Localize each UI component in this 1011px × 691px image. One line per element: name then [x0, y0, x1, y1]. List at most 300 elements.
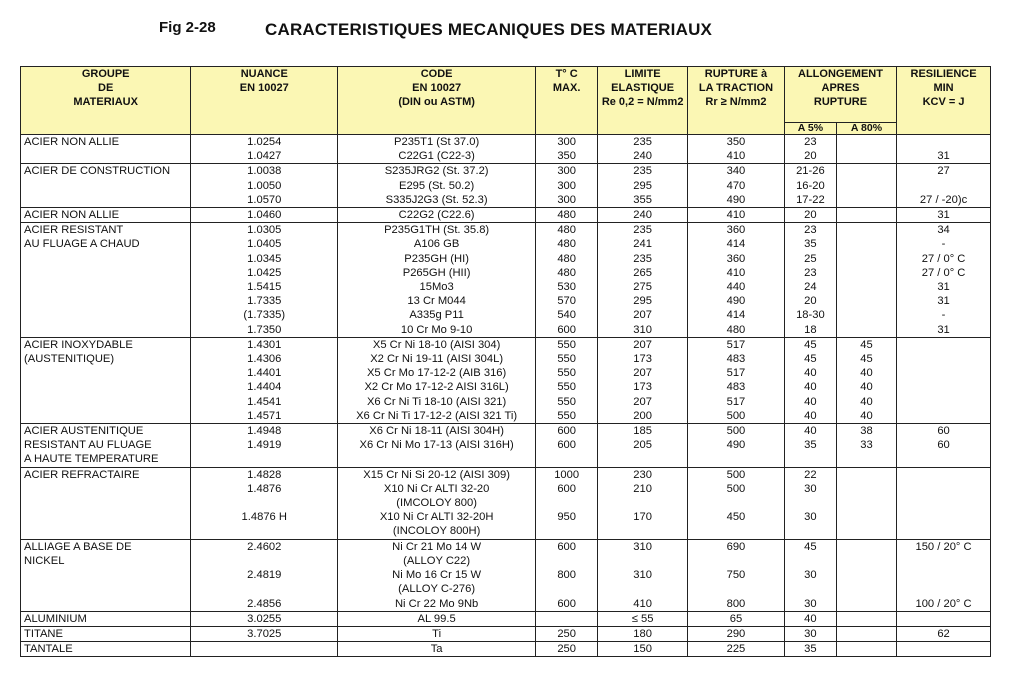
- cell-limite: 240: [598, 149, 688, 164]
- table-row: [21, 438, 991, 452]
- cell-groupe: [21, 395, 191, 409]
- materials-table: [20, 66, 991, 657]
- cell-rupture: 750: [688, 568, 785, 582]
- cell-temp: 570: [536, 294, 598, 308]
- cell-a5: 40: [784, 611, 836, 626]
- cell-a80: [836, 252, 896, 266]
- cell-a5: 18: [784, 323, 836, 338]
- cell-a80: [836, 280, 896, 294]
- cell-a5: 20: [784, 149, 836, 164]
- cell-rupture: 500: [688, 409, 785, 424]
- table-row: [21, 524, 991, 539]
- cell-resilience: [897, 179, 991, 193]
- cell-code: A335g P11: [338, 308, 536, 322]
- cell-a5: 40: [784, 380, 836, 394]
- cell-a80: [836, 323, 896, 338]
- cell-resilience: [897, 380, 991, 394]
- cell-a80: [836, 626, 896, 641]
- cell-rupture: 500: [688, 467, 785, 482]
- cell-nuance: 1.0570: [191, 193, 338, 208]
- cell-code: AL 99.5: [338, 611, 536, 626]
- cell-groupe: TANTALE: [21, 642, 191, 657]
- cell-a5: 30: [784, 568, 836, 582]
- cell-a5: [784, 582, 836, 596]
- cell-rupture: [688, 496, 785, 510]
- cell-temp: 600: [536, 482, 598, 496]
- cell-resilience: [897, 352, 991, 366]
- cell-resilience: 27 / 0° C: [897, 266, 991, 280]
- cell-limite: 207: [598, 366, 688, 380]
- cell-a5: 21-26: [784, 164, 836, 179]
- cell-resilience: [897, 395, 991, 409]
- cell-code: X10 Ni Cr ALTI 32-20: [338, 482, 536, 496]
- cell-rupture: 490: [688, 294, 785, 308]
- cell-resilience: [897, 467, 991, 482]
- cell-nuance: [191, 496, 338, 510]
- cell-a80: [836, 179, 896, 193]
- cell-a5: 20: [784, 294, 836, 308]
- table-row: [21, 308, 991, 322]
- cell-temp: 300: [536, 135, 598, 150]
- table-row: [21, 409, 991, 424]
- cell-resilience: [897, 366, 991, 380]
- cell-nuance: 2.4819: [191, 568, 338, 582]
- cell-temp: [536, 611, 598, 626]
- cell-a5: 45: [784, 539, 836, 554]
- cell-rupture: 414: [688, 237, 785, 251]
- cell-temp: [536, 496, 598, 510]
- cell-code: 10 Cr Mo 9-10: [338, 323, 536, 338]
- cell-temp: [536, 582, 598, 596]
- cell-nuance: 3.7025: [191, 626, 338, 641]
- cell-limite: 235: [598, 164, 688, 179]
- cell-limite: 265: [598, 266, 688, 280]
- table-row: [21, 626, 991, 641]
- cell-temp: 1000: [536, 467, 598, 482]
- cell-a80: [836, 597, 896, 612]
- header-groupe: GROUPE DE MATERIAUX: [21, 67, 191, 135]
- cell-temp: 550: [536, 395, 598, 409]
- cell-rupture: 450: [688, 510, 785, 524]
- cell-nuance: 1.0427: [191, 149, 338, 164]
- table-row: [21, 193, 991, 208]
- cell-a5: [784, 496, 836, 510]
- cell-resilience: 150 / 20° C: [897, 539, 991, 554]
- cell-rupture: 483: [688, 380, 785, 394]
- cell-a5: [784, 524, 836, 539]
- cell-a5: 24: [784, 280, 836, 294]
- cell-nuance: 1.7335: [191, 294, 338, 308]
- cell-a80: [836, 452, 896, 467]
- cell-rupture: 517: [688, 366, 785, 380]
- table-row: [21, 223, 991, 238]
- cell-a80: 40: [836, 395, 896, 409]
- cell-rupture: 410: [688, 266, 785, 280]
- cell-a5: 16-20: [784, 179, 836, 193]
- cell-nuance: 1.4919: [191, 438, 338, 452]
- cell-rupture: [688, 554, 785, 568]
- cell-groupe: RESISTANT AU FLUAGE: [21, 438, 191, 452]
- cell-a80: [836, 266, 896, 280]
- cell-groupe: ACIER NON ALLIE: [21, 208, 191, 223]
- cell-code: X2 Cr Ni 19-11 (AISI 304L): [338, 352, 536, 366]
- cell-nuance: 3.0255: [191, 611, 338, 626]
- cell-rupture: 800: [688, 597, 785, 612]
- cell-code: S235JRG2 (St. 37.2): [338, 164, 536, 179]
- cell-resilience: [897, 611, 991, 626]
- cell-rupture: 290: [688, 626, 785, 641]
- cell-limite: [598, 554, 688, 568]
- cell-groupe: [21, 179, 191, 193]
- cell-rupture: 440: [688, 280, 785, 294]
- cell-resilience: [897, 554, 991, 568]
- cell-a5: 23: [784, 266, 836, 280]
- cell-a5: 40: [784, 395, 836, 409]
- cell-nuance: 2.4856: [191, 597, 338, 612]
- cell-code: X15 Cr Ni Si 20-12 (AISI 309): [338, 467, 536, 482]
- cell-code: (ALLOY C-276): [338, 582, 536, 596]
- cell-limite: 235: [598, 223, 688, 238]
- cell-a80: [836, 208, 896, 223]
- cell-a80: 38: [836, 424, 896, 439]
- cell-a5: 23: [784, 223, 836, 238]
- cell-rupture: 517: [688, 337, 785, 352]
- cell-rupture: 360: [688, 252, 785, 266]
- table-row: [21, 266, 991, 280]
- cell-resilience: [897, 582, 991, 596]
- cell-code: Ni Cr 22 Mo 9Nb: [338, 597, 536, 612]
- cell-resilience: -: [897, 308, 991, 322]
- cell-a5: [784, 554, 836, 568]
- cell-nuance: 1.4571: [191, 409, 338, 424]
- cell-a80: [836, 237, 896, 251]
- cell-code: X6 Cr Ni 18-11 (AISI 304H): [338, 424, 536, 439]
- cell-temp: 480: [536, 252, 598, 266]
- cell-limite: 235: [598, 252, 688, 266]
- cell-rupture: 414: [688, 308, 785, 322]
- cell-limite: 200: [598, 409, 688, 424]
- cell-nuance: 1.0460: [191, 208, 338, 223]
- cell-groupe: [21, 496, 191, 510]
- cell-code: Ti: [338, 626, 536, 641]
- table-row: [21, 582, 991, 596]
- cell-limite: [598, 524, 688, 539]
- table-row: [21, 380, 991, 394]
- cell-temp: 600: [536, 597, 598, 612]
- cell-a80: [836, 193, 896, 208]
- cell-code: X10 Ni Cr ALTI 32-20H: [338, 510, 536, 524]
- cell-resilience: 62: [897, 626, 991, 641]
- cell-groupe: [21, 482, 191, 496]
- cell-a80: [836, 482, 896, 496]
- cell-code: C22G1 (C22-3): [338, 149, 536, 164]
- cell-limite: 173: [598, 352, 688, 366]
- cell-groupe: ACIER RESISTANT: [21, 223, 191, 238]
- cell-groupe: ALLIAGE A BASE DE: [21, 539, 191, 554]
- cell-temp: 480: [536, 237, 598, 251]
- cell-resilience: 60: [897, 424, 991, 439]
- cell-limite: 150: [598, 642, 688, 657]
- table-row: [21, 280, 991, 294]
- cell-code: [338, 452, 536, 467]
- cell-limite: 207: [598, 337, 688, 352]
- table-row: [21, 237, 991, 251]
- cell-a5: 30: [784, 510, 836, 524]
- cell-temp: 250: [536, 626, 598, 641]
- cell-groupe: ACIER DE CONSTRUCTION: [21, 164, 191, 179]
- cell-temp: 600: [536, 539, 598, 554]
- cell-a80: 33: [836, 438, 896, 452]
- cell-groupe: [21, 323, 191, 338]
- cell-rupture: 410: [688, 208, 785, 223]
- cell-limite: [598, 452, 688, 467]
- cell-limite: 241: [598, 237, 688, 251]
- cell-a80: [836, 539, 896, 554]
- cell-temp: 530: [536, 280, 598, 294]
- cell-rupture: [688, 582, 785, 596]
- table-row: [21, 597, 991, 612]
- cell-temp: 550: [536, 380, 598, 394]
- cell-a80: [836, 524, 896, 539]
- table-row: [21, 452, 991, 467]
- cell-groupe: TITANE: [21, 626, 191, 641]
- cell-code: Ni Cr 21 Mo 14 W: [338, 539, 536, 554]
- cell-a80: [836, 467, 896, 482]
- cell-a80: [836, 135, 896, 150]
- cell-limite: 295: [598, 179, 688, 193]
- cell-temp: 300: [536, 179, 598, 193]
- cell-nuance: 1.4301: [191, 337, 338, 352]
- table-row: [21, 424, 991, 439]
- cell-groupe: ACIER INOXYDABLE: [21, 337, 191, 352]
- cell-temp: 550: [536, 366, 598, 380]
- cell-limite: 310: [598, 323, 688, 338]
- table-row: [21, 323, 991, 338]
- cell-a5: 18-30: [784, 308, 836, 322]
- cell-limite: ≤ 55: [598, 611, 688, 626]
- cell-resilience: [897, 642, 991, 657]
- cell-nuance: 1.0405: [191, 237, 338, 251]
- table-row: [21, 510, 991, 524]
- cell-resilience: -: [897, 237, 991, 251]
- table-row: [21, 149, 991, 164]
- cell-a80: [836, 510, 896, 524]
- table-row: [21, 611, 991, 626]
- table-row: [21, 467, 991, 482]
- cell-groupe: [21, 266, 191, 280]
- cell-a80: [836, 496, 896, 510]
- cell-rupture: 340: [688, 164, 785, 179]
- cell-a80: [836, 308, 896, 322]
- table-row: [21, 208, 991, 223]
- cell-a80: [836, 611, 896, 626]
- cell-temp: [536, 554, 598, 568]
- cell-rupture: 500: [688, 482, 785, 496]
- cell-limite: 235: [598, 135, 688, 150]
- cell-limite: 275: [598, 280, 688, 294]
- cell-a80: 40: [836, 366, 896, 380]
- table-row: [21, 554, 991, 568]
- cell-resilience: [897, 524, 991, 539]
- cell-temp: 600: [536, 438, 598, 452]
- cell-code: X5 Cr Ni 18-10 (AISI 304): [338, 337, 536, 352]
- figure-label: Fig 2-28: [159, 19, 216, 36]
- cell-a5: 30: [784, 597, 836, 612]
- cell-nuance: 1.0050: [191, 179, 338, 193]
- cell-a5: 40: [784, 424, 836, 439]
- cell-temp: 480: [536, 208, 598, 223]
- cell-a5: 23: [784, 135, 836, 150]
- cell-groupe: [21, 252, 191, 266]
- table-row: [21, 539, 991, 554]
- cell-temp: [536, 524, 598, 539]
- cell-limite: 410: [598, 597, 688, 612]
- cell-groupe: [21, 193, 191, 208]
- cell-temp: 480: [536, 266, 598, 280]
- cell-limite: 207: [598, 308, 688, 322]
- cell-code: C22G2 (C22.6): [338, 208, 536, 223]
- cell-a80: [836, 164, 896, 179]
- cell-a5: 25: [784, 252, 836, 266]
- cell-groupe: NICKEL: [21, 554, 191, 568]
- cell-limite: 355: [598, 193, 688, 208]
- cell-groupe: ACIER AUSTENITIQUE: [21, 424, 191, 439]
- cell-a5: 30: [784, 482, 836, 496]
- cell-rupture: 490: [688, 193, 785, 208]
- cell-nuance: [191, 554, 338, 568]
- cell-code: X6 Cr Ni Ti 17-12-2 (AISI 321 Ti): [338, 409, 536, 424]
- cell-temp: 300: [536, 164, 598, 179]
- cell-temp: 550: [536, 352, 598, 366]
- cell-resilience: [897, 568, 991, 582]
- cell-groupe: [21, 308, 191, 322]
- cell-nuance: [191, 582, 338, 596]
- table-row: [21, 294, 991, 308]
- cell-nuance: 1.4948: [191, 424, 338, 439]
- table-row: [21, 482, 991, 496]
- cell-nuance: 1.4876 H: [191, 510, 338, 524]
- cell-a80: 40: [836, 409, 896, 424]
- cell-nuance: 1.5415: [191, 280, 338, 294]
- table-row: [21, 252, 991, 266]
- cell-temp: 950: [536, 510, 598, 524]
- header-nuance: NUANCE EN 10027: [191, 67, 338, 135]
- cell-nuance: 1.4306: [191, 352, 338, 366]
- cell-a80: [836, 568, 896, 582]
- cell-temp: 480: [536, 223, 598, 238]
- cell-a5: 45: [784, 352, 836, 366]
- cell-groupe: [21, 380, 191, 394]
- cell-rupture: 65: [688, 611, 785, 626]
- cell-temp: 550: [536, 409, 598, 424]
- cell-code: E295 (St. 50.2): [338, 179, 536, 193]
- cell-temp: 250: [536, 642, 598, 657]
- cell-a80: [836, 294, 896, 308]
- cell-rupture: [688, 452, 785, 467]
- cell-resilience: [897, 409, 991, 424]
- cell-a80: [836, 554, 896, 568]
- cell-a80: [836, 149, 896, 164]
- cell-resilience: 31: [897, 208, 991, 223]
- table-row: [21, 568, 991, 582]
- cell-groupe: ACIER REFRACTAIRE: [21, 467, 191, 482]
- cell-groupe: (AUSTENITIQUE): [21, 352, 191, 366]
- cell-groupe: [21, 524, 191, 539]
- cell-groupe: A HAUTE TEMPERATURE: [21, 452, 191, 467]
- cell-temp: [536, 452, 598, 467]
- table-row: [21, 352, 991, 366]
- cell-limite: [598, 582, 688, 596]
- cell-resilience: [897, 482, 991, 496]
- cell-limite: 205: [598, 438, 688, 452]
- header-limite: LIMITE ELASTIQUE Re 0,2 = N/mm2: [598, 67, 688, 135]
- cell-resilience: [897, 135, 991, 150]
- cell-a5: 40: [784, 366, 836, 380]
- cell-code: P235GH (HI): [338, 252, 536, 266]
- cell-a5: 20: [784, 208, 836, 223]
- cell-nuance: 1.4541: [191, 395, 338, 409]
- cell-resilience: 60: [897, 438, 991, 452]
- cell-resilience: 31: [897, 323, 991, 338]
- cell-groupe: ALUMINIUM: [21, 611, 191, 626]
- cell-resilience: 27: [897, 164, 991, 179]
- cell-temp: 550: [536, 337, 598, 352]
- cell-resilience: 27 / 0° C: [897, 252, 991, 266]
- cell-a5: 40: [784, 409, 836, 424]
- cell-a80: 40: [836, 380, 896, 394]
- cell-a5: 45: [784, 337, 836, 352]
- cell-temp: 540: [536, 308, 598, 322]
- cell-a5: 30: [784, 626, 836, 641]
- cell-rupture: 490: [688, 438, 785, 452]
- cell-groupe: [21, 582, 191, 596]
- header-a5: A 5%: [784, 123, 836, 135]
- cell-groupe: [21, 409, 191, 424]
- cell-rupture: 225: [688, 642, 785, 657]
- cell-nuance: 1.0425: [191, 266, 338, 280]
- cell-code: X5 Cr Mo 17-12-2 (AIB 316): [338, 366, 536, 380]
- cell-resilience: 34: [897, 223, 991, 238]
- cell-code: 13 Cr M044: [338, 294, 536, 308]
- cell-limite: 170: [598, 510, 688, 524]
- cell-a5: 35: [784, 237, 836, 251]
- cell-code: P235T1 (St 37.0): [338, 135, 536, 150]
- cell-nuance: 1.7350: [191, 323, 338, 338]
- cell-limite: 185: [598, 424, 688, 439]
- cell-code: 15Mo3: [338, 280, 536, 294]
- cell-nuance: 1.4401: [191, 366, 338, 380]
- cell-code: P265GH (HII): [338, 266, 536, 280]
- cell-groupe: [21, 294, 191, 308]
- cell-a5: 35: [784, 642, 836, 657]
- cell-temp: 300: [536, 193, 598, 208]
- table-row: [21, 164, 991, 179]
- cell-limite: 295: [598, 294, 688, 308]
- cell-temp: 600: [536, 424, 598, 439]
- cell-a5: 35: [784, 438, 836, 452]
- cell-nuance: 1.4404: [191, 380, 338, 394]
- header-resilience: RESILIENCE MIN KCV = J: [897, 67, 991, 135]
- header-code: CODE EN 10027 (DIN ou ASTM): [338, 67, 536, 135]
- table-row: [21, 337, 991, 352]
- cell-groupe: [21, 280, 191, 294]
- cell-code: Ni Mo 16 Cr 15 W: [338, 568, 536, 582]
- cell-code: Ta: [338, 642, 536, 657]
- cell-temp: 350: [536, 149, 598, 164]
- cell-a80: [836, 223, 896, 238]
- cell-limite: [598, 496, 688, 510]
- cell-nuance: 1.0305: [191, 223, 338, 238]
